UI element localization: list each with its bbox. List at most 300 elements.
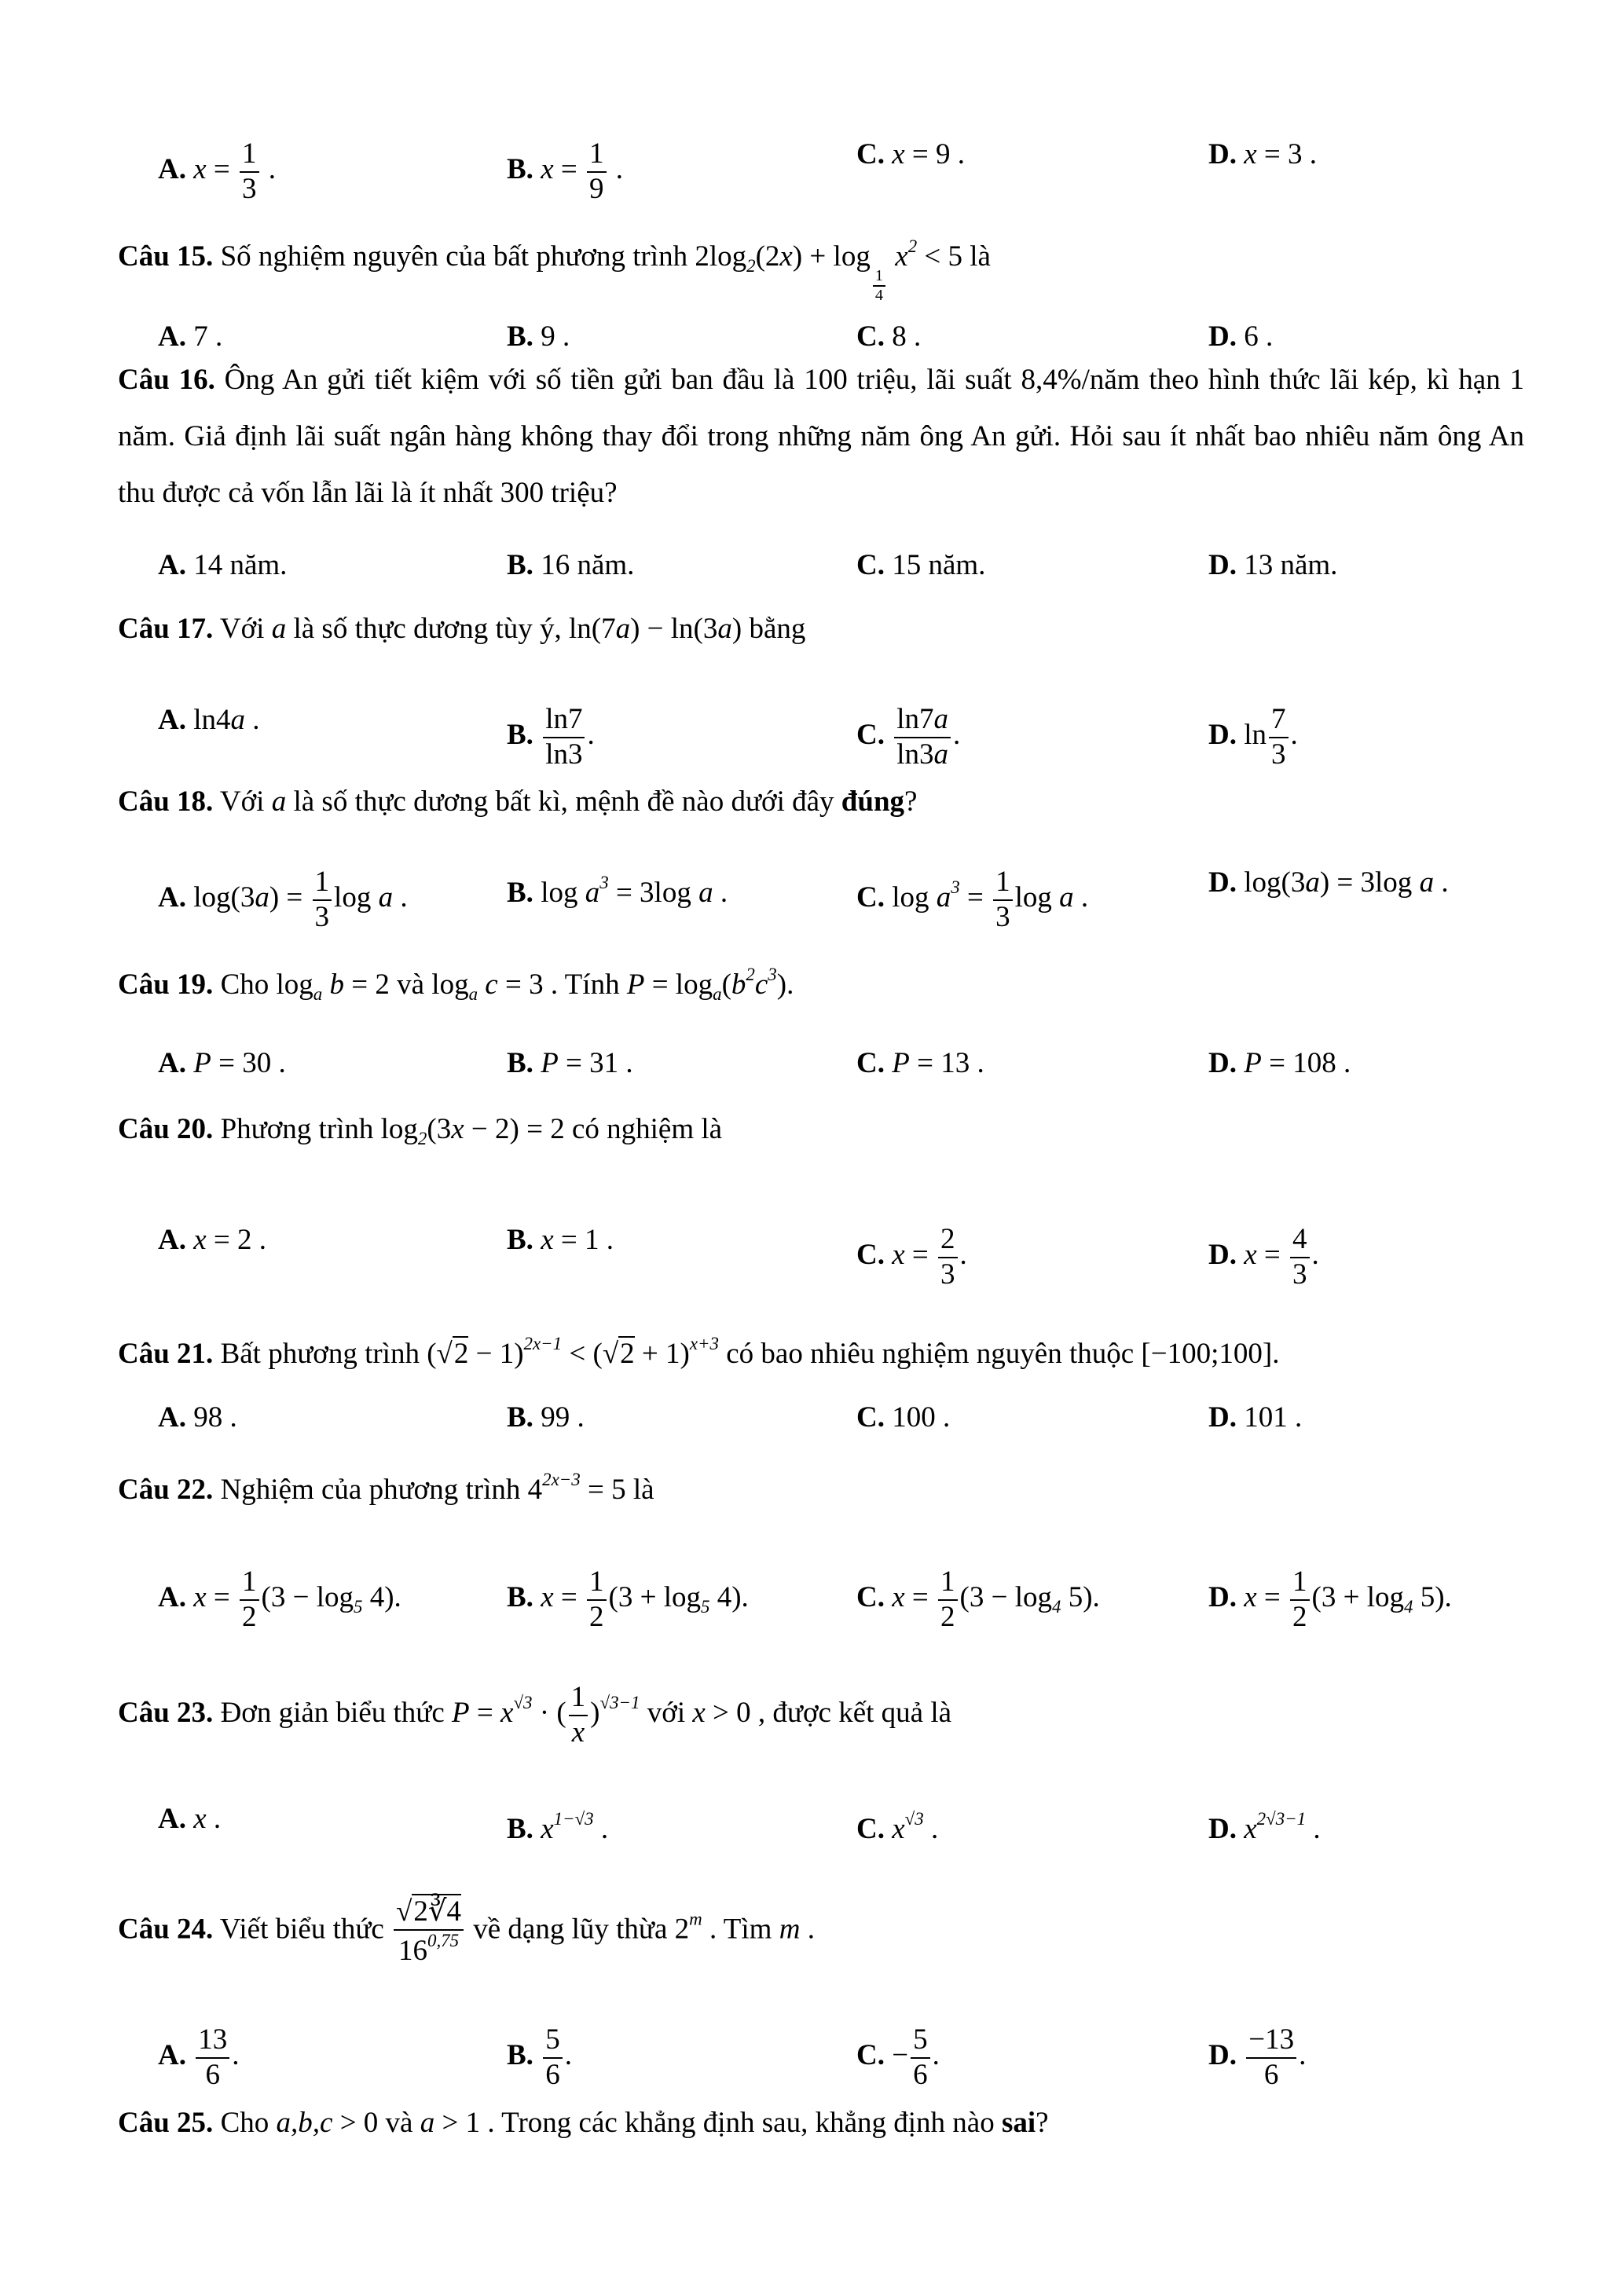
numerator (1290, 1565, 1310, 1601)
text: . (800, 1913, 815, 1946)
fraction (394, 1895, 464, 1968)
text: 3 (1271, 738, 1286, 771)
subscript: 4 (1404, 1597, 1413, 1617)
radicand (453, 1336, 469, 1370)
text: 6 (545, 2058, 560, 2091)
denominator (993, 901, 1013, 935)
text (888, 240, 895, 273)
text: (3 + log (1311, 1581, 1405, 1614)
fraction (587, 1565, 607, 1634)
denominator (543, 2059, 563, 2093)
text: 1 (940, 1565, 955, 1598)
text: (2 (755, 240, 780, 273)
question-16-option-a (158, 548, 287, 583)
bold-text: A. (158, 704, 194, 736)
bold-text: Câu 25. (118, 2107, 214, 2139)
text: 2 (940, 1223, 955, 1255)
text: 2 (242, 1600, 257, 1633)
text: . (959, 1239, 967, 1272)
text: 1 (874, 266, 883, 284)
question-21-option-a (158, 1401, 237, 1435)
text: 3 (995, 900, 1010, 933)
text: 2∛4 (413, 1895, 461, 1928)
bold-text: C. (856, 881, 893, 914)
superscript: 1−√3 (553, 1809, 594, 1829)
text: > 1 . Trong các khẳng định sau, khẳng định nào (434, 2107, 1002, 2139)
text: 8 . (892, 320, 922, 353)
text: 101 . (1244, 1401, 1303, 1434)
numerator (1290, 1223, 1310, 1258)
question-21-option-d (1208, 1401, 1302, 1435)
math-variable: a (936, 881, 951, 914)
text: 7 . (193, 320, 223, 353)
text: 6 (1263, 2058, 1279, 2091)
superscript: √3 (513, 1692, 533, 1712)
question-16-option-d (1208, 548, 1337, 583)
subscript: 2 (417, 1129, 427, 1149)
text: log(3 (193, 881, 255, 914)
math-variable: P (452, 1697, 470, 1730)
denominator (894, 738, 951, 772)
superscript: √3 (904, 1809, 924, 1829)
superscript: 0,75 (427, 1930, 460, 1950)
math-variable: a (933, 738, 949, 771)
numerator (394, 1895, 464, 1931)
question-14-option-b (507, 137, 623, 206)
text: Nghiệm của phương trình 4 (213, 1474, 543, 1507)
math-variable: a (420, 2107, 435, 2139)
text: = (206, 153, 238, 186)
text: 4). (362, 1581, 401, 1614)
fraction (911, 2023, 930, 2092)
fraction (993, 866, 1013, 934)
superscript: 3 (768, 965, 777, 984)
question-17-option-c (856, 703, 960, 771)
text: 9 (589, 172, 604, 205)
numerator (587, 137, 607, 173)
bold-text: Câu 17. (118, 613, 214, 645)
subscript: 5 (700, 1597, 710, 1617)
text: 13 năm. (1244, 549, 1338, 581)
math-variable: x (541, 1581, 554, 1614)
radicand (412, 1894, 461, 1928)
subscript: a (313, 984, 323, 1005)
fraction (1246, 2023, 1296, 2092)
question-21-option-b (507, 1401, 585, 1435)
math-variable: a (1419, 866, 1435, 899)
text: về dạng lũy thừa 2 (465, 1913, 690, 1946)
math-variable: b (731, 969, 746, 1002)
math-variable: b (329, 969, 344, 1002)
denominator (1269, 738, 1289, 772)
question-15-option-a (158, 320, 222, 354)
math-variable: x (779, 240, 793, 273)
math-variable: a (585, 877, 600, 910)
question-19-option-c (856, 1046, 984, 1081)
text: ln3 (896, 738, 934, 771)
text: 2 (620, 1338, 635, 1371)
bold-text: D. (1208, 138, 1245, 170)
text: ln (1244, 719, 1267, 752)
text: = 2 và log (344, 969, 469, 1002)
text: 15 năm. (892, 549, 986, 581)
question-22-stem (118, 1463, 654, 1507)
math-variable: c (754, 969, 768, 1002)
text: log (334, 881, 379, 914)
radical-sign: √ (436, 1338, 453, 1371)
text: ? (1036, 2107, 1049, 2139)
square-root (603, 1336, 635, 1370)
bold-text: B. (507, 877, 541, 910)
question-15-option-c (856, 320, 921, 354)
text: 13 (198, 2023, 228, 2056)
text: 9 . (541, 320, 570, 353)
fraction (938, 1565, 958, 1634)
math-variable: x (193, 1803, 207, 1835)
bold-text: A. (158, 1224, 194, 1256)
text: = (553, 1581, 585, 1614)
question-23-option-a (158, 1802, 221, 1836)
denominator (587, 1601, 607, 1635)
text: . (1434, 866, 1449, 899)
subscript-fraction (873, 267, 885, 306)
text: 4). (709, 1581, 749, 1614)
fraction (938, 1223, 958, 1291)
numerator (1269, 703, 1289, 738)
text: Phương trình log (213, 1113, 418, 1145)
text: log (892, 881, 937, 914)
text: ln7 (896, 703, 934, 735)
fraction (240, 137, 259, 206)
text: . (587, 719, 595, 752)
fraction (1290, 1223, 1310, 1291)
text: 1 (242, 137, 257, 170)
superscript: 2√3−1 (1256, 1809, 1307, 1829)
denominator (1290, 1258, 1310, 1292)
denominator (203, 2059, 222, 2093)
text: 1 (314, 866, 330, 898)
bold-text: Câu 24. (118, 1913, 214, 1946)
numerator (240, 1565, 259, 1601)
math-variable: a (1305, 866, 1320, 899)
text: + 1) (634, 1338, 690, 1371)
question-20-option-a (158, 1223, 266, 1258)
denominator (543, 738, 585, 772)
text: Đơn giản biểu thức (213, 1697, 453, 1730)
superscript: 2x−1 (523, 1334, 563, 1353)
bold-text: Câu 19. (118, 969, 214, 1002)
text: 2 (589, 1600, 604, 1633)
text: . (932, 2039, 940, 2072)
text: 3 (1292, 1258, 1307, 1291)
bold-text: B. (507, 1224, 541, 1256)
text: . (923, 1813, 939, 1846)
numerator (938, 1565, 958, 1601)
math-variable: x (895, 240, 908, 273)
bold-text: A. (158, 1581, 194, 1614)
question-20-option-d (1208, 1223, 1319, 1291)
denominator (938, 1258, 958, 1292)
superscript: 3 (951, 877, 960, 897)
text: = log (644, 969, 713, 1002)
text: 1 (589, 137, 604, 170)
math-variable: x (451, 1113, 464, 1145)
text: Số nghiệm nguyên của bất phương trình 2log (213, 240, 747, 273)
bold-text: B. (507, 1047, 541, 1079)
math-variable: a (378, 881, 394, 914)
text: . (261, 153, 277, 186)
bold-text: D. (1208, 320, 1245, 353)
math-variable: x (892, 1813, 905, 1846)
superscript: m (689, 1909, 702, 1929)
numerator (911, 2023, 930, 2059)
text: ln4 (193, 704, 231, 736)
text: . (593, 1813, 609, 1846)
math-variable: c (485, 969, 498, 1002)
text: 100 . (892, 1401, 951, 1434)
question-19-option-b (507, 1046, 633, 1081)
text: . (245, 704, 260, 736)
question-24-option-a (158, 2023, 239, 2092)
question-19-option-d (1208, 1046, 1351, 1081)
text: (3 − log (959, 1581, 1053, 1614)
math-variable: x (892, 1239, 905, 1272)
bold-text: Câu 21. (118, 1338, 214, 1371)
text: − 2) = 2 có nghiệm là (464, 1113, 723, 1145)
question-17-option-b (507, 703, 595, 771)
denominator (570, 1716, 587, 1750)
question-16-option-c (856, 548, 985, 583)
text: = 5 là (580, 1474, 654, 1507)
text (322, 969, 329, 1001)
question-18-option-c (856, 866, 1088, 934)
text: ) = (269, 881, 310, 914)
question-24-option-b (507, 2023, 572, 2092)
superscript: 2 (746, 965, 755, 984)
bold-text: C. (856, 1239, 893, 1272)
text: = 3 . Tính (497, 969, 627, 1002)
question-16-stem (118, 352, 1524, 522)
question-19-stem (118, 958, 794, 1012)
question-18-stem (118, 785, 917, 819)
radicand (618, 1336, 635, 1370)
text: = 3 . (1256, 138, 1318, 170)
text: Với (213, 785, 272, 818)
bold-text: D. (1208, 719, 1245, 752)
subscript: 4 (1052, 1597, 1061, 1617)
text: = 13 . (909, 1047, 984, 1079)
math-variable: x (1244, 1813, 1257, 1846)
fraction (543, 2023, 563, 2092)
numerator (313, 866, 332, 901)
bold-text: D. (1208, 1401, 1245, 1434)
bold-text: D. (1208, 866, 1245, 899)
text: . (713, 877, 728, 910)
text: . (1299, 2039, 1307, 2072)
text: · ( (532, 1697, 566, 1730)
math-variable: x (541, 1813, 554, 1846)
text: 5). (1061, 1581, 1100, 1614)
text: 1 (1292, 1565, 1307, 1598)
text: = 31 . (558, 1047, 633, 1079)
text: . (1311, 1239, 1319, 1272)
subscript: a (468, 984, 478, 1005)
text: Với (213, 613, 272, 645)
math-variable: x (193, 1224, 207, 1256)
question-19-option-a (158, 1046, 286, 1081)
text: . (1306, 1813, 1321, 1846)
text: ) − ln(3 (630, 613, 718, 645)
text: 2 (1292, 1600, 1307, 1633)
text: = (1256, 1239, 1289, 1272)
numerator (938, 1223, 958, 1258)
text: ? (904, 785, 918, 818)
text: ) = 3log (1319, 866, 1420, 899)
fraction (543, 703, 585, 771)
text: 2 (453, 1338, 469, 1371)
question-24-stem (118, 1895, 815, 1968)
text: . (232, 2039, 240, 2072)
superscript: 2x−3 (542, 1470, 581, 1489)
text: . Tìm (702, 1913, 779, 1946)
superscript: 3 (599, 873, 609, 892)
bold-text: B. (507, 1581, 541, 1614)
question-23-option-c (856, 1802, 938, 1847)
bold-text: D. (1208, 549, 1245, 581)
text: 14 năm. (193, 549, 288, 581)
text: Cho log (213, 969, 313, 1002)
bold-text: C. (856, 719, 893, 752)
math-variable: a (717, 613, 732, 645)
question-22-option-d (1208, 1565, 1452, 1634)
bold-text: Câu 15. (118, 240, 214, 273)
text: 3 (242, 172, 257, 205)
math-variable: x (541, 153, 554, 186)
text: 5 (545, 2023, 560, 2056)
text: 1 (242, 1565, 257, 1598)
denominator (1262, 2059, 1281, 2093)
text: < 5 là (917, 240, 991, 273)
denominator (873, 287, 885, 305)
math-variable: x (1244, 1239, 1257, 1272)
text: ln3 (545, 738, 583, 771)
text: log (541, 877, 585, 910)
numerator (894, 703, 951, 738)
numerator (873, 267, 885, 287)
denominator (240, 173, 259, 207)
question-22-option-c (856, 1565, 1100, 1634)
denominator (911, 2059, 930, 2093)
numerator (543, 2023, 563, 2059)
question-14-option-a (158, 137, 276, 206)
denominator (1290, 1601, 1310, 1635)
text: = 3log (608, 877, 699, 910)
question-15-stem (118, 229, 991, 305)
bold-text: sai (1001, 2107, 1036, 2139)
math-variable: m (779, 1913, 801, 1946)
text: 6 (913, 2058, 928, 2091)
text: = (206, 1581, 238, 1614)
math-variable: x (1244, 138, 1257, 170)
bold-text: A. (158, 2039, 194, 2072)
superscript: x+3 (689, 1334, 719, 1353)
text: = 108 . (1261, 1047, 1351, 1079)
math-variable: a (1059, 881, 1074, 914)
text: 4 (874, 286, 883, 304)
math-variable: P (541, 1047, 559, 1079)
bold-text: A. (158, 549, 194, 581)
square-root (396, 1894, 461, 1928)
bold-text: Câu 20. (118, 1113, 214, 1145)
bold-text: C. (856, 1813, 893, 1846)
numerator (587, 1565, 607, 1601)
math-variable: x (500, 1697, 514, 1730)
fraction (196, 2023, 229, 2092)
text: 6 (205, 2058, 220, 2091)
text: . (206, 1803, 222, 1835)
text: 98 . (193, 1401, 237, 1434)
bold-text: A. (158, 1803, 194, 1835)
math-variable: x (193, 1581, 207, 1614)
math-variable: a (255, 881, 269, 914)
text: = (553, 153, 585, 186)
math-variable: x (892, 1581, 905, 1614)
bold-text: Câu 23. (118, 1697, 214, 1730)
text: log(3 (1244, 866, 1306, 899)
question-14-option-c (856, 137, 965, 172)
question-21-stem (118, 1327, 1279, 1371)
text: < ( (562, 1338, 603, 1371)
bold-text: C. (856, 2039, 893, 2072)
bold-text: B. (507, 2039, 541, 2072)
text: 2 (940, 1600, 955, 1633)
text: . (608, 153, 623, 186)
question-23-stem (118, 1681, 951, 1749)
text: . (1073, 881, 1089, 914)
fraction (569, 1681, 588, 1749)
question-15-option-b (507, 320, 570, 354)
numerator (993, 866, 1013, 901)
math-variable: x (571, 1716, 585, 1749)
text: (3 + log (608, 1581, 701, 1614)
bold-text: A. (158, 320, 194, 353)
bold-text: D. (1208, 1581, 1245, 1614)
text: . (393, 881, 408, 914)
text: 99 . (541, 1401, 585, 1434)
question-17-option-a (158, 703, 260, 738)
text: 6 . (1244, 320, 1274, 353)
text: = (469, 1697, 500, 1730)
question-15-option-d (1208, 320, 1273, 354)
question-17-option-d (1208, 703, 1298, 771)
text: log (1014, 881, 1060, 914)
math-variable: P (892, 1047, 910, 1079)
bold-text: A. (158, 1401, 194, 1434)
math-variable: P (1244, 1047, 1262, 1079)
text: . (953, 719, 961, 752)
math-variable: P (626, 969, 645, 1002)
text: 4 (1292, 1223, 1307, 1255)
text: Cho (213, 2107, 277, 2139)
text: 3 (314, 900, 330, 933)
bold-text: D. (1208, 2039, 1245, 2072)
text: = 9 . (904, 138, 966, 170)
bold-text: C. (856, 549, 893, 581)
text: là số thực dương tùy ý, ln(7 (286, 613, 616, 645)
bold-text: B. (507, 1401, 541, 1434)
question-20-option-b (507, 1223, 614, 1258)
text: 1 (570, 1681, 586, 1713)
